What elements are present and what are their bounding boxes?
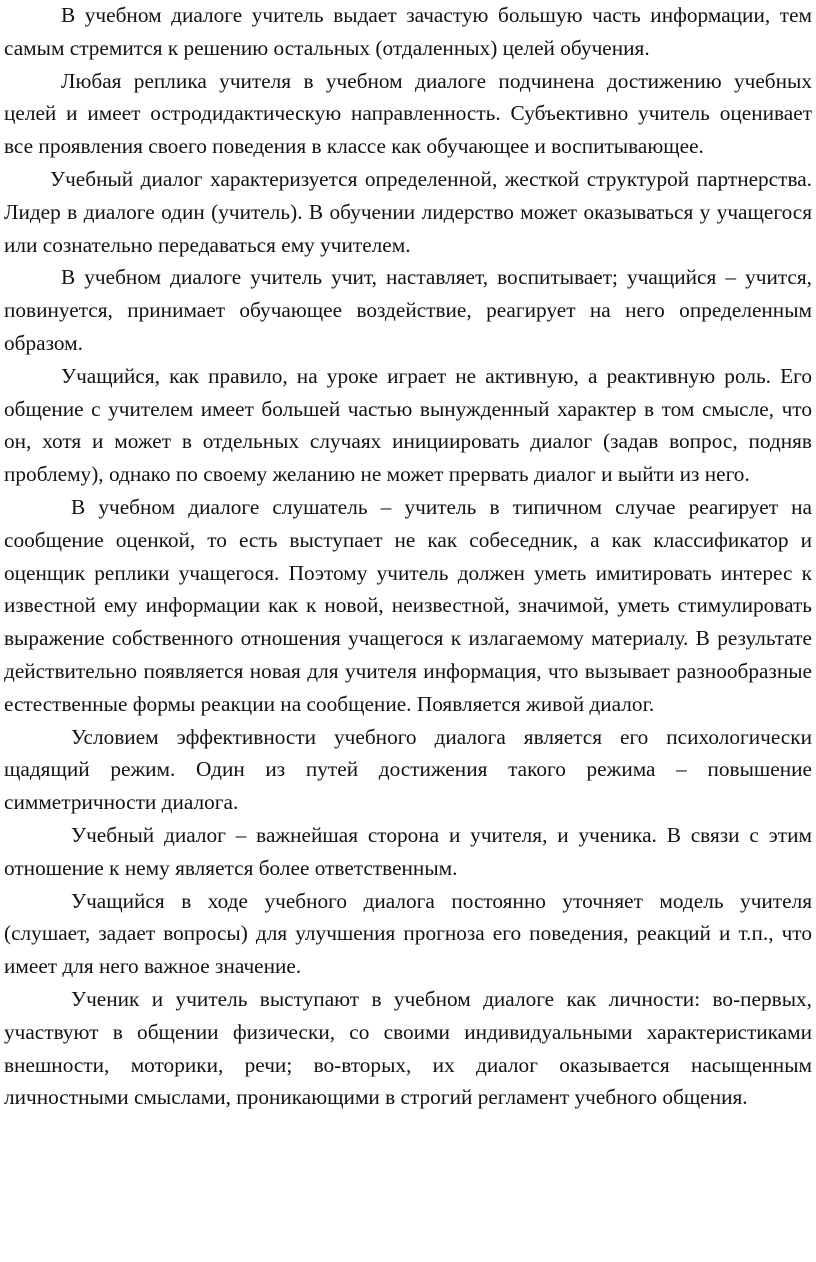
- paragraph-7: Условием эффективности учебного диалога является его психологически щадящий режим. Один из путей достижения такого режима – повышение симметричности диалога.: [4, 724, 812, 815]
- paragraph-4: В учебном диалоге учитель учит, наставляет, воспитывает; учащийся – учится, повинуется, принимает обучающее воздействие, реагирует на него определенным образом.: [4, 265, 812, 355]
- paragraph-2: Любая реплика учителя в учебном диалоге подчинена достижению учебных целей и имеет остродидактическую направленность. Субъективно учитель оценивает все проявления своего поведения в классе как обучающее и воспитывающее.: [4, 68, 812, 159]
- paragraph-10: Ученик и учитель выступают в учебном диалоге как личности: во-первых, участвуют в общении физически, со своими индивидуальными характеристиками внешности, моторики, речи; во-вторых, их диалог оказывается насыщенным личностными смыслами, проникающими в строгий регламент учебного общения.: [4, 986, 812, 1110]
- paragraph-8: Учебный диалог – важнейшая сторона и учителя, и ученика. В связи с этим отношение к нему является более ответственным.: [4, 822, 812, 880]
- paragraph-1: В учебном диалоге учитель выдает зачастую большую часть информации, тем самым стремится к решению остальных (отдаленных) целей обучения.: [4, 3, 812, 60]
- paragraph-5: Учащийся, как правило, на уроке играет не активную, а реактивную роль. Его общение с учителем имеет большей частью вынужденный характер в том смысле, что он, хотя и может в отдельных случаях инициировать диалог (задав вопрос, подняв проблему), однако по своему желанию не может прервать диалог и выйти из него.: [4, 363, 812, 487]
- paragraph-6: В учебном диалоге слушатель – учитель в типичном случае реагирует на сообщение оценкой, то есть выступает не как собеседник, а как классификатор и оценщик реплики учащегося. Поэтому учитель должен уметь имитировать интерес к известной ему информации как к новой, неизвестной, значимой, уметь стимулировать выражение собственного отношения учащегося к излагаемому материалу. В результате действительно появляется новая для учителя информация, что вызывает разнообразные естественные формы реакции на сообщение. Появляется живой диалог.: [4, 494, 812, 716]
- paragraph-9: Учащийся в ходе учебного диалога постоянно уточняет модель учителя (слушает, задает вопросы) для улучшения прогноза его поведения, реакций и т.п., что имеет для него важное значение.: [4, 888, 812, 979]
- paragraph-3: Учебный диалог характеризуется определенной, жесткой структурой партнерства. Лидер в диалоге один (учитель). В обучении лидерство может оказываться у учащегося или сознательно передаваться ему учителем.: [4, 166, 812, 257]
